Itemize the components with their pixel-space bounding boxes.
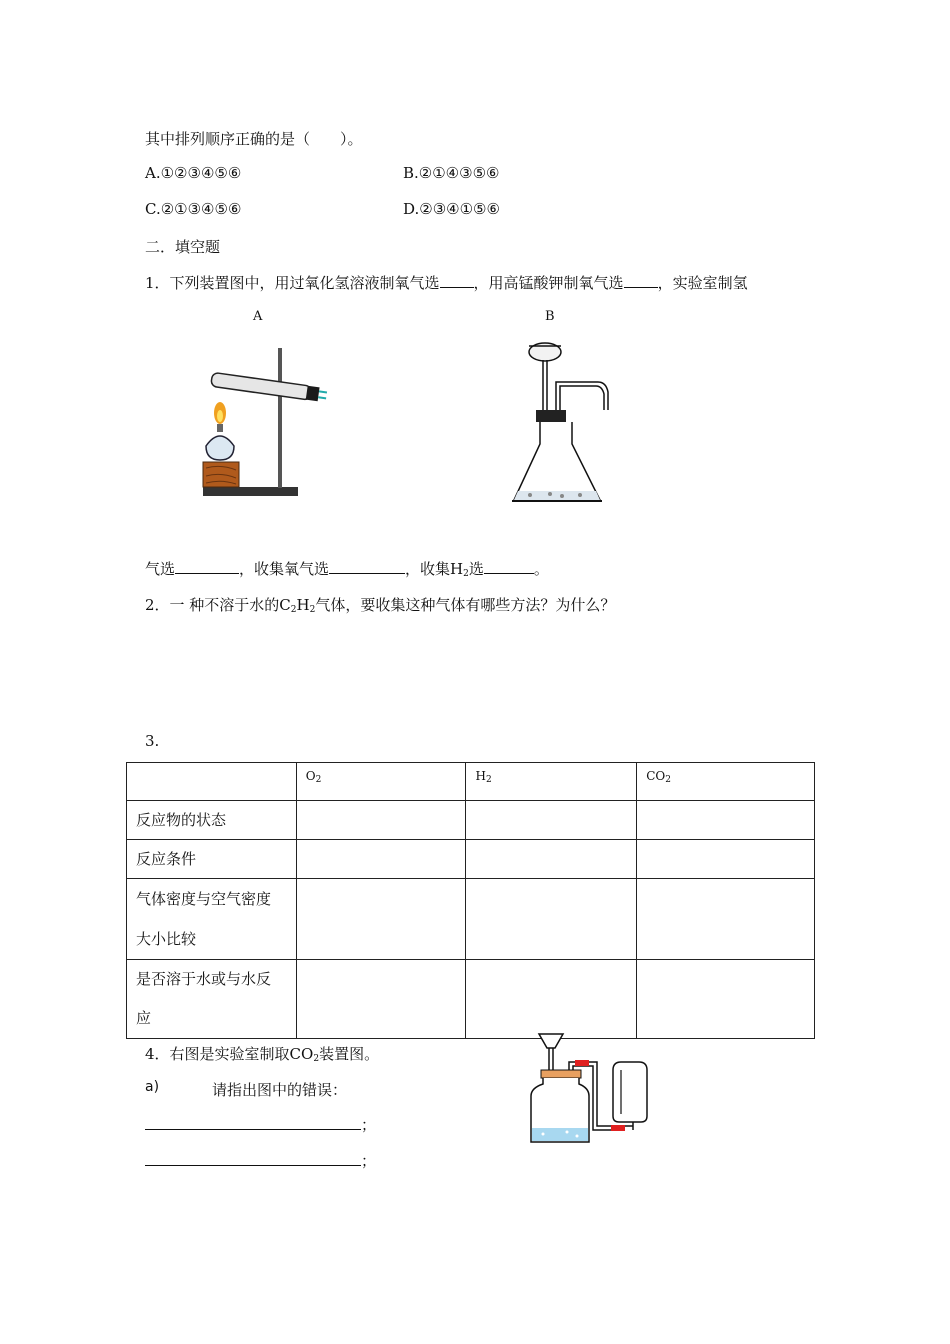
q1-blank-3[interactable] — [175, 559, 239, 574]
gas-comparison-table — [126, 762, 815, 1039]
table-cell[interactable] — [296, 879, 466, 960]
option-b: B.②①④③⑤⑥ — [403, 164, 500, 182]
row-label-reaction-condition: 反应条件 — [127, 840, 297, 879]
table-cell[interactable] — [637, 801, 815, 840]
q1-blank-5[interactable] — [484, 559, 534, 574]
table-cell[interactable] — [466, 801, 637, 840]
q1-cont-text-3: ，收集H — [405, 560, 464, 578]
table-header-row — [127, 763, 815, 801]
q4-text-1: 4．右图是实验室制取CO — [145, 1045, 314, 1063]
table-cell[interactable] — [466, 879, 637, 960]
q4-sub-a-text: 请指出图中的错误： — [212, 1081, 348, 1099]
question-2 — [145, 594, 615, 615]
table-cell[interactable] — [637, 960, 815, 1039]
co2-apparatus-diagram — [525, 1030, 655, 1148]
section-title: 二．填空题 — [145, 238, 221, 256]
q4-text-2: 装置图。 — [319, 1045, 380, 1063]
table-header-empty — [127, 763, 297, 801]
question-3-label: 3. — [145, 732, 160, 750]
q1-cont-text-1: 气选 — [145, 560, 176, 578]
apparatus-label-a: A — [253, 309, 263, 324]
q2-sub-2: 2 — [309, 605, 316, 615]
q4-blank-1[interactable] — [145, 1115, 361, 1130]
table-cell[interactable] — [296, 840, 466, 879]
q4-blank-2[interactable] — [145, 1151, 361, 1166]
table-cell[interactable] — [296, 801, 466, 840]
table-header-h2: $H_2$ — [466, 763, 637, 801]
q1-cont-sub: 2 — [463, 569, 469, 579]
option-c: C.②①③④⑤⑥ — [145, 200, 242, 218]
question-1 — [145, 272, 748, 293]
question-1-continued — [145, 558, 549, 579]
q1-text-2: ，用高锰酸钾制氧气选 — [473, 274, 624, 292]
table-row — [127, 801, 815, 840]
q2-text-3: 气体，要收集这种气体有哪些方法？为什么？ — [315, 596, 616, 614]
row-label-density: 气体密度与空气密度 大小比较 — [127, 879, 297, 960]
q1-blank-2[interactable] — [624, 273, 658, 288]
q1-cont-text-4: 选 — [468, 560, 484, 578]
q1-cont-text-2: ，收集氧气选 — [239, 560, 330, 578]
question-4 — [145, 1043, 379, 1064]
q1-text-3: ，实验室制氢 — [657, 274, 748, 292]
q4-sub-a-label: a) — [145, 1079, 160, 1095]
q2-text-1: 2．一 种不溶于水的C — [145, 596, 291, 614]
table-cell[interactable] — [637, 840, 815, 879]
apparatus-a-heating-setup — [196, 340, 331, 502]
q2-sub-1: 2 — [290, 605, 297, 615]
q1-blank-1[interactable] — [440, 273, 474, 288]
table-cell[interactable] — [466, 960, 637, 1039]
row-label-reactant-state: 反应物的状态 — [127, 801, 297, 840]
table-header-o2: $O_2$ — [296, 763, 466, 801]
apparatus-label-b: B — [545, 309, 555, 324]
table-cell[interactable] — [466, 840, 637, 879]
q4-sub-1: 2 — [313, 1054, 320, 1064]
q1-text-1: 1．下列装置图中，用过氧化氢溶液制氧气选 — [145, 274, 440, 292]
q4-answer-line-2: ； — [145, 1150, 376, 1171]
option-a: A.①②③④⑤⑥ — [145, 164, 242, 182]
question-intro: 其中排列顺序正确的是（ ）。 — [145, 130, 363, 148]
table-row — [127, 960, 815, 1039]
row-label-solubility: 是否溶于水或与水反 应 — [127, 960, 297, 1039]
q1-blank-4[interactable] — [329, 559, 405, 574]
apparatus-b-flask-setup — [500, 340, 620, 506]
table-row — [127, 879, 815, 960]
q2-text-2: H — [296, 596, 310, 614]
table-cell[interactable] — [637, 879, 815, 960]
table-cell[interactable] — [296, 960, 466, 1039]
table-row — [127, 840, 815, 879]
q4-answer-line-1: ； — [145, 1114, 376, 1135]
option-d: D.②③④①⑤⑥ — [403, 200, 500, 218]
q1-cont-text-5: 。 — [533, 560, 549, 578]
table-header-co2: $CO_2$ — [637, 763, 815, 801]
